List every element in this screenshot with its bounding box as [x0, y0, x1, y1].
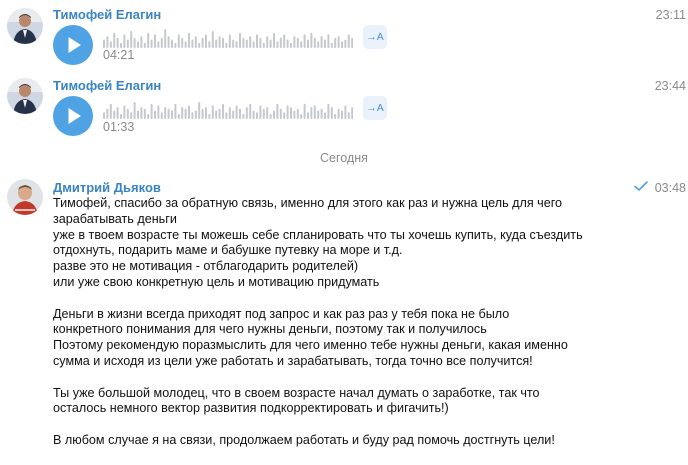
- message-line: уже в твоем возрасте ты можешь себе спланировать что ты хочешь купить, куда съездить: [53, 227, 583, 242]
- waveform-bar: [246, 107, 248, 119]
- avatar[interactable]: [7, 179, 43, 215]
- waveform-bar: [351, 107, 353, 119]
- message-line: сумма и исходя из цели уже работать и зарабатывать, тогда точно все получится!: [53, 353, 533, 368]
- waveform-bar: [321, 109, 323, 119]
- waveform-bar: [273, 33, 275, 48]
- waveform-bar: [344, 40, 346, 49]
- waveform-bar: [341, 111, 343, 120]
- waveform-bar: [202, 109, 204, 119]
- waveform-bar: [314, 105, 316, 119]
- waveform-bar: [253, 41, 255, 48]
- waveform-bar: [304, 104, 306, 119]
- waveform-bar: [205, 34, 207, 48]
- message-paragraph: [53, 196, 663, 291]
- waveform-bar: [236, 41, 238, 48]
- waveform-bar: [134, 102, 136, 119]
- waveform-bar: [157, 41, 159, 48]
- message-text[interactable]: [53, 196, 663, 449]
- waveform-bar: [246, 40, 248, 49]
- waveform-bar: [208, 41, 210, 48]
- waveform-bar: [147, 33, 149, 48]
- waveform-bar: [123, 34, 125, 48]
- translate-icon[interactable]: →A: [363, 25, 387, 49]
- waveform-bar: [178, 34, 180, 48]
- waveform-bar: [161, 112, 163, 119]
- waveform-bar: [161, 38, 163, 48]
- waveform-bar: [273, 111, 275, 120]
- waveform-bar: [185, 41, 187, 48]
- waveform-bar: [171, 40, 173, 49]
- waveform-bar: [338, 36, 340, 48]
- sender-name[interactable]: Тимофей Елагин: [53, 7, 162, 22]
- waveform-bar: [324, 40, 326, 49]
- waveform-bar: [348, 34, 350, 48]
- waveform-bar: [287, 40, 289, 49]
- waveform-bar: [157, 105, 159, 119]
- waveform-bar: [130, 112, 132, 119]
- sender-name[interactable]: Тимофей Елагин: [53, 78, 162, 93]
- waveform-bar: [212, 31, 214, 48]
- message-line: В любом случае я на связи, продолжаем работать и буду рад помочь достгнуть цели!: [53, 432, 555, 447]
- waveform-bar: [256, 112, 258, 119]
- waveform-bar: [256, 34, 258, 48]
- message-line: Деньги в жизни всегда приходят под запрос и как раз раз у тебя пока не было: [53, 306, 510, 321]
- waveform-bar: [334, 38, 336, 48]
- waveform-bar: [280, 38, 282, 48]
- waveform-bar: [351, 38, 353, 48]
- waveform-bar: [117, 38, 119, 48]
- play-button[interactable]: [53, 25, 93, 65]
- message-line: разве это не мотивация - отблагодарить родителей): [53, 259, 359, 274]
- waveform-bar: [280, 109, 282, 119]
- waveform-bar: [276, 41, 278, 48]
- waveform-bar: [151, 40, 153, 49]
- waveform-bar: [127, 109, 129, 119]
- waveform-bar: [253, 111, 255, 120]
- waveform-bar: [195, 111, 197, 120]
- translate-icon[interactable]: →A: [363, 96, 387, 120]
- waveform-bar: [266, 36, 268, 48]
- waveform-bar: [297, 38, 299, 48]
- waveform-bar: [293, 36, 295, 48]
- waveform-bar: [276, 104, 278, 119]
- waveform-bar: [232, 40, 234, 49]
- waveform-bar: [140, 36, 142, 48]
- waveform-bar: [168, 109, 170, 119]
- waveform-bar: [300, 114, 302, 119]
- waveform-bar: [290, 43, 292, 48]
- waveform-bar: [290, 107, 292, 119]
- waveform-bar: [263, 109, 265, 119]
- waveform-icon[interactable]: [103, 28, 353, 48]
- message-paragraph: [53, 386, 663, 418]
- waveform-bar: [249, 104, 251, 119]
- message-paragraph: [53, 307, 663, 370]
- waveform-bar: [344, 105, 346, 119]
- waveform-bar: [144, 109, 146, 119]
- waveform-bar: [188, 33, 190, 48]
- waveform-bar: [310, 33, 312, 48]
- waveform-bar: [127, 40, 129, 49]
- message-time: 23:11: [655, 8, 686, 22]
- message-line: отдохнуть, подарить маме и бабушке путевку на море и т.д.: [53, 243, 403, 258]
- waveform-bar: [106, 109, 108, 119]
- message-paragraph: [53, 433, 663, 449]
- waveform-bar: [202, 38, 204, 48]
- waveform-bar: [198, 102, 200, 119]
- waveform-bar: [232, 111, 234, 120]
- waveform-icon[interactable]: [103, 99, 353, 119]
- waveform-bar: [113, 111, 115, 120]
- waveform-bar: [222, 104, 224, 119]
- waveform-bar: [307, 40, 309, 49]
- waveform-bar: [259, 38, 261, 48]
- message-line: или уже свою конкретную цель и мотивацию придумать: [53, 274, 380, 289]
- waveform-bar: [283, 34, 285, 48]
- waveform-bar: [181, 38, 183, 48]
- waveform-bar: [297, 109, 299, 119]
- waveform-bar: [164, 107, 166, 119]
- waveform-bar: [106, 36, 108, 48]
- waveform-bar: [263, 43, 265, 48]
- waveform-bar: [113, 33, 115, 48]
- waveform-bar: [103, 112, 105, 119]
- waveform-bar: [229, 34, 231, 48]
- waveform-bar: [317, 111, 319, 120]
- waveform-bar: [331, 43, 333, 48]
- voice-duration: 01:33: [103, 120, 135, 134]
- waveform-bar: [208, 114, 210, 119]
- sender-name[interactable]: Дмитрий Дьяков: [53, 180, 161, 195]
- waveform-bar: [249, 36, 251, 48]
- waveform-bar: [117, 107, 119, 119]
- waveform-bar: [212, 105, 214, 119]
- waveform-bar: [140, 107, 142, 119]
- waveform-bar: [239, 33, 241, 48]
- waveform-bar: [259, 105, 261, 119]
- waveform-bar: [103, 40, 105, 49]
- waveform-bar: [338, 109, 340, 119]
- waveform-bar: [110, 104, 112, 119]
- waveform-bar: [120, 114, 122, 119]
- waveform-bar: [334, 114, 336, 119]
- waveform-bar: [168, 36, 170, 48]
- waveform-bar: [134, 38, 136, 48]
- waveform-bar: [270, 40, 272, 49]
- avatar[interactable]: [7, 78, 43, 114]
- waveform-bar: [307, 112, 309, 119]
- message-line: осталось немного вектор развития подкорректировать и фигачить!): [53, 401, 449, 416]
- waveform-bar: [147, 114, 149, 119]
- waveform-bar: [219, 109, 221, 119]
- waveform-bar: [327, 34, 329, 48]
- waveform-bar: [270, 114, 272, 119]
- waveform-bar: [239, 109, 241, 119]
- waveform-bar: [137, 41, 139, 48]
- waveform-bar: [174, 104, 176, 119]
- waveform-bar: [171, 111, 173, 120]
- waveform-bar: [304, 34, 306, 48]
- waveform-bar: [300, 41, 302, 48]
- message-line: Поэтому рекомендую поразмыслить для чего именно тебе нужны деньги, какая именно: [53, 338, 568, 353]
- waveform-bar: [324, 112, 326, 119]
- waveform-bar: [154, 111, 156, 120]
- voice-duration: 04:21: [103, 48, 135, 62]
- waveform-bar: [215, 40, 217, 49]
- waveform-bar: [317, 41, 319, 48]
- waveform-bar: [222, 38, 224, 48]
- waveform-bar: [164, 29, 166, 48]
- message-line: Ты уже большой молодец, что в своем возрасте начал думать о заработке, так что: [53, 385, 540, 400]
- waveform-bar: [137, 111, 139, 120]
- message-line: Тимофей, спасибо за обратную связь, именно для этого как раз и нужна цель для чего: [53, 196, 563, 210]
- waveform-bar: [293, 111, 295, 120]
- play-icon: [53, 96, 93, 136]
- waveform-bar: [314, 38, 316, 48]
- waveform-bar: [341, 41, 343, 48]
- waveform-bar: [225, 43, 227, 48]
- waveform-bar: [331, 107, 333, 119]
- avatar[interactable]: [7, 8, 43, 44]
- waveform-bar: [130, 31, 132, 48]
- waveform-bar: [144, 43, 146, 48]
- waveform-bar: [287, 105, 289, 119]
- waveform-bar: [178, 114, 180, 119]
- waveform-bar: [266, 107, 268, 119]
- waveform-bar: [321, 36, 323, 48]
- waveform-bar: [348, 112, 350, 119]
- waveform-bar: [310, 107, 312, 119]
- waveform-bar: [191, 40, 193, 49]
- waveform-bar: [205, 107, 207, 119]
- waveform-bar: [242, 114, 244, 119]
- waveform-bar: [327, 104, 329, 119]
- waveform-bar: [174, 43, 176, 48]
- message-time: 23:44: [654, 79, 686, 93]
- play-icon: [53, 25, 93, 65]
- waveform-bar: [225, 112, 227, 119]
- waveform-bar: [195, 36, 197, 48]
- waveform-bar: [242, 38, 244, 48]
- waveform-bar: [185, 109, 187, 119]
- waveform-bar: [236, 105, 238, 119]
- waveform-bar: [181, 107, 183, 119]
- play-button[interactable]: [53, 96, 93, 136]
- waveform-bar: [151, 104, 153, 119]
- waveform-bar: [283, 112, 285, 119]
- message-line: конкретного понимания для чего нужны деньги, поэтому так и получилось: [53, 322, 487, 337]
- waveform-bar: [154, 34, 156, 48]
- message-line: зарабатывать деньги: [53, 211, 177, 226]
- waveform-bar: [229, 107, 231, 119]
- waveform-bar: [215, 111, 217, 120]
- date-separator: Сегодня: [320, 151, 368, 165]
- waveform-bar: [110, 41, 112, 48]
- waveform-bar: [198, 43, 200, 48]
- read-check-icon: [633, 180, 649, 192]
- waveform-bar: [188, 105, 190, 119]
- waveform-bar: [219, 36, 221, 48]
- waveform-bar: [191, 112, 193, 119]
- message-time: 03:48: [654, 181, 686, 195]
- waveform-bar: [123, 105, 125, 119]
